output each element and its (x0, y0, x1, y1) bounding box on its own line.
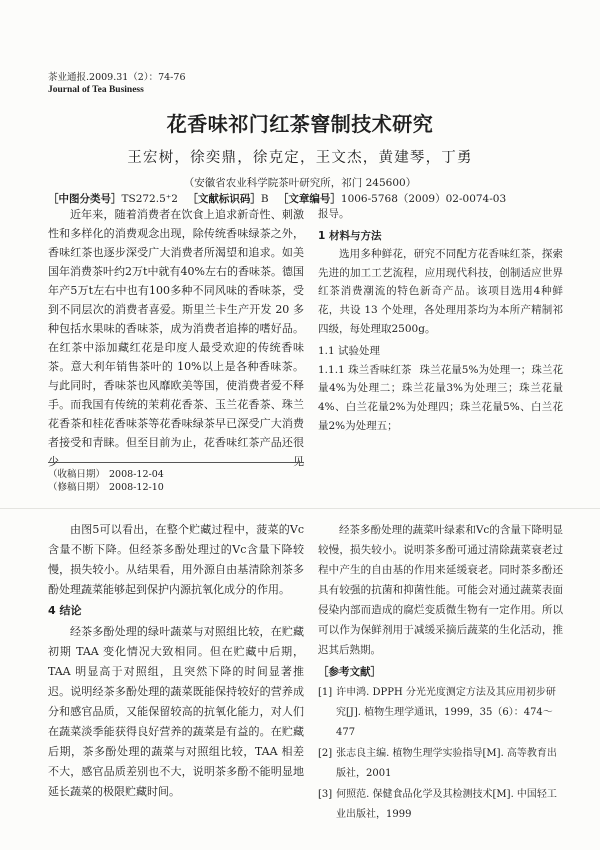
conclusion-paragraph-1: 经茶多酚处理的绿叶蔬菜与对照组比较，在贮藏初期 TAA 变化情况大致相同。但在贮藏中后期，TAA 明显高于对照组，且突然下降的时间显著推迟。说明经茶多酚处理的蔬菜既能保持较好的营养成分和感官品质，又能保留较高的抗氧化能力，对人们在蔬菜淡季能获得良好营养的蔬菜是有益的。在贮藏后期，茶多酚处理的蔬菜与对照组比较，TAA 相差不大，感官品质差别也不大，说明茶多酚不能明显地延长蔬菜的极限贮藏时间。 (48, 625, 304, 798)
article-number-label: ［文章编号］ (277, 193, 341, 205)
reference-number: [2] (318, 748, 333, 759)
section-4-heading: 4 结论 (48, 604, 82, 617)
lower-right-column (318, 520, 563, 825)
journal-citation: 茶业通报.2009.31（2）：74-76 (48, 72, 186, 83)
article-number-value: 1006-5768（2009）02-0074-03 (340, 193, 507, 205)
revised-date-row (48, 481, 304, 494)
intro-paragraph: 近年来，随着消费者在饮食上追求新奇性、刺激性和多样化的消费观念出现，除传统香味绿茶之外，香味红茶也逐步深受广大消费者所渴望和追求。如美国年消费茶叶约2万t中就有40%左右的香味茶。德国年产5万t左右中也有100多种不同风味的香味茶，受到不同层次的消费者喜爱。斯里兰卡生产开发 20 多种包括水果味的香味茶，成为消费者追捧的嗜好品。在红茶中添加藏红花是印度人最受欢迎的传统香味茶。意大利年销售茶叶的 10%以上是各种香味茶。与此同时，香味茶也风靡欧美等国，使消费者爱不释手。而我国有传统的茉莉花香茶、玉兰花香茶、珠兰花香茶和桂花香味茶等花香味绿茶早已深受广大消费者接受和青睐。但至目前为止，花香味红茶产品还很少见 (48, 208, 304, 468)
lower-left-column (48, 520, 304, 802)
revised-date-label: （修稿日期） (48, 482, 106, 493)
clc-value: TS272.5⁺2 (121, 193, 178, 205)
intro-paragraph-continued: 报导。 (318, 208, 350, 220)
vc-paragraph: 由图5可以看出，在整个贮藏过程中，菠菜的Vc含量不断下降。但经茶多酚处理过的Vc含量下降较慢，损失较小。从结果看，用外源自由基清除剂茶多酚处理蔬菜能够起到保护内源抗氧化成分的作用。 (48, 523, 304, 596)
section-1-1-heading: 1.1 试验处理 (318, 345, 381, 358)
journal-name: Journal of Tea Business (48, 85, 144, 95)
reference-text: 张志良主编. 植物生理学实验指导[M]. 高等教育出版社，2001 (336, 748, 557, 779)
reference-number: [1] (318, 687, 333, 698)
section-1-heading: 1 材料与方法 (318, 229, 382, 242)
clc-label: ［中图分类号］ (48, 193, 122, 205)
doc-code-value: B (260, 193, 269, 205)
reference-item (318, 683, 563, 743)
received-date-row (48, 468, 304, 481)
doc-code-label: ［文献标识码］ (187, 193, 261, 205)
received-date: 2008-12-04 (109, 469, 164, 480)
reference-text: 何照范. 保健食品化学及其检测技术[M]. 中国轻工业出版社，1999 (336, 789, 557, 820)
revised-date: 2008-12-10 (109, 482, 164, 493)
section-1-1-1-paragraph (318, 361, 563, 435)
article-title: 花香味祁门红茶窨制技术研究 (166, 112, 434, 136)
section-1-1-1-text: 珠兰花量5%为处理一；珠兰花量4%为处理二；珠兰花量3%为处理三；珠兰花量4%、白兰花量2%为处理四；珠兰花量5%、白兰花量2%为处理五； (318, 363, 563, 432)
upper-right-column (318, 205, 563, 435)
reference-text: 许申鸿. DPPH 分光光度测定方法及其应用初步研究[J]. 植物生理学通讯，1999，35（6）：474～477 (336, 687, 556, 738)
received-date-label: （收稿日期） (48, 469, 106, 480)
conclusion-paragraph-2: 经茶多酚处理的蔬菜叶绿素和Vc的含量下降明显较慢，损失较小。说明茶多酚可通过清除蔬菜衰老过程中产生的自由基的作用来延缓衰老。同时茶多酚还具有较强的抗菌和抑菌性能。可能会对通过蔬菜表面侵染内部而造成的腐烂变质微生物有一定作用。所以可以作为保鲜剂用于减缓采摘后蔬菜的生化活动，推迟其后熟期。 (318, 524, 563, 656)
section-1-1-1-label: 1.1.1 珠兰香味红茶 (318, 363, 412, 376)
article-authors: 王宏树，徐奕鼎，徐克定，王文杰，黄建琴，丁勇 (127, 150, 473, 166)
reference-item (318, 744, 563, 784)
section-1-paragraph: 选用多种鲜花，研究不同配方花香味红茶，探索先进的加工工艺流程，应用现代科技，创制适应世界红茶消费潮流的特色新奇产品。该项目选用4种鲜花，共设 13 个处理，各处理用茶均为本所产精制祁四级，每处理取2500g。 (318, 248, 563, 335)
reference-number: [3] (318, 789, 333, 800)
article-dates (48, 462, 304, 494)
upper-left-column (48, 205, 304, 471)
reference-item (318, 785, 563, 825)
article-affiliation: （安徽省农业科学院茶叶研究所，祁门 245600） (183, 177, 417, 189)
references-heading: ［参考文献］ (318, 666, 381, 678)
page-divider (0, 508, 600, 509)
